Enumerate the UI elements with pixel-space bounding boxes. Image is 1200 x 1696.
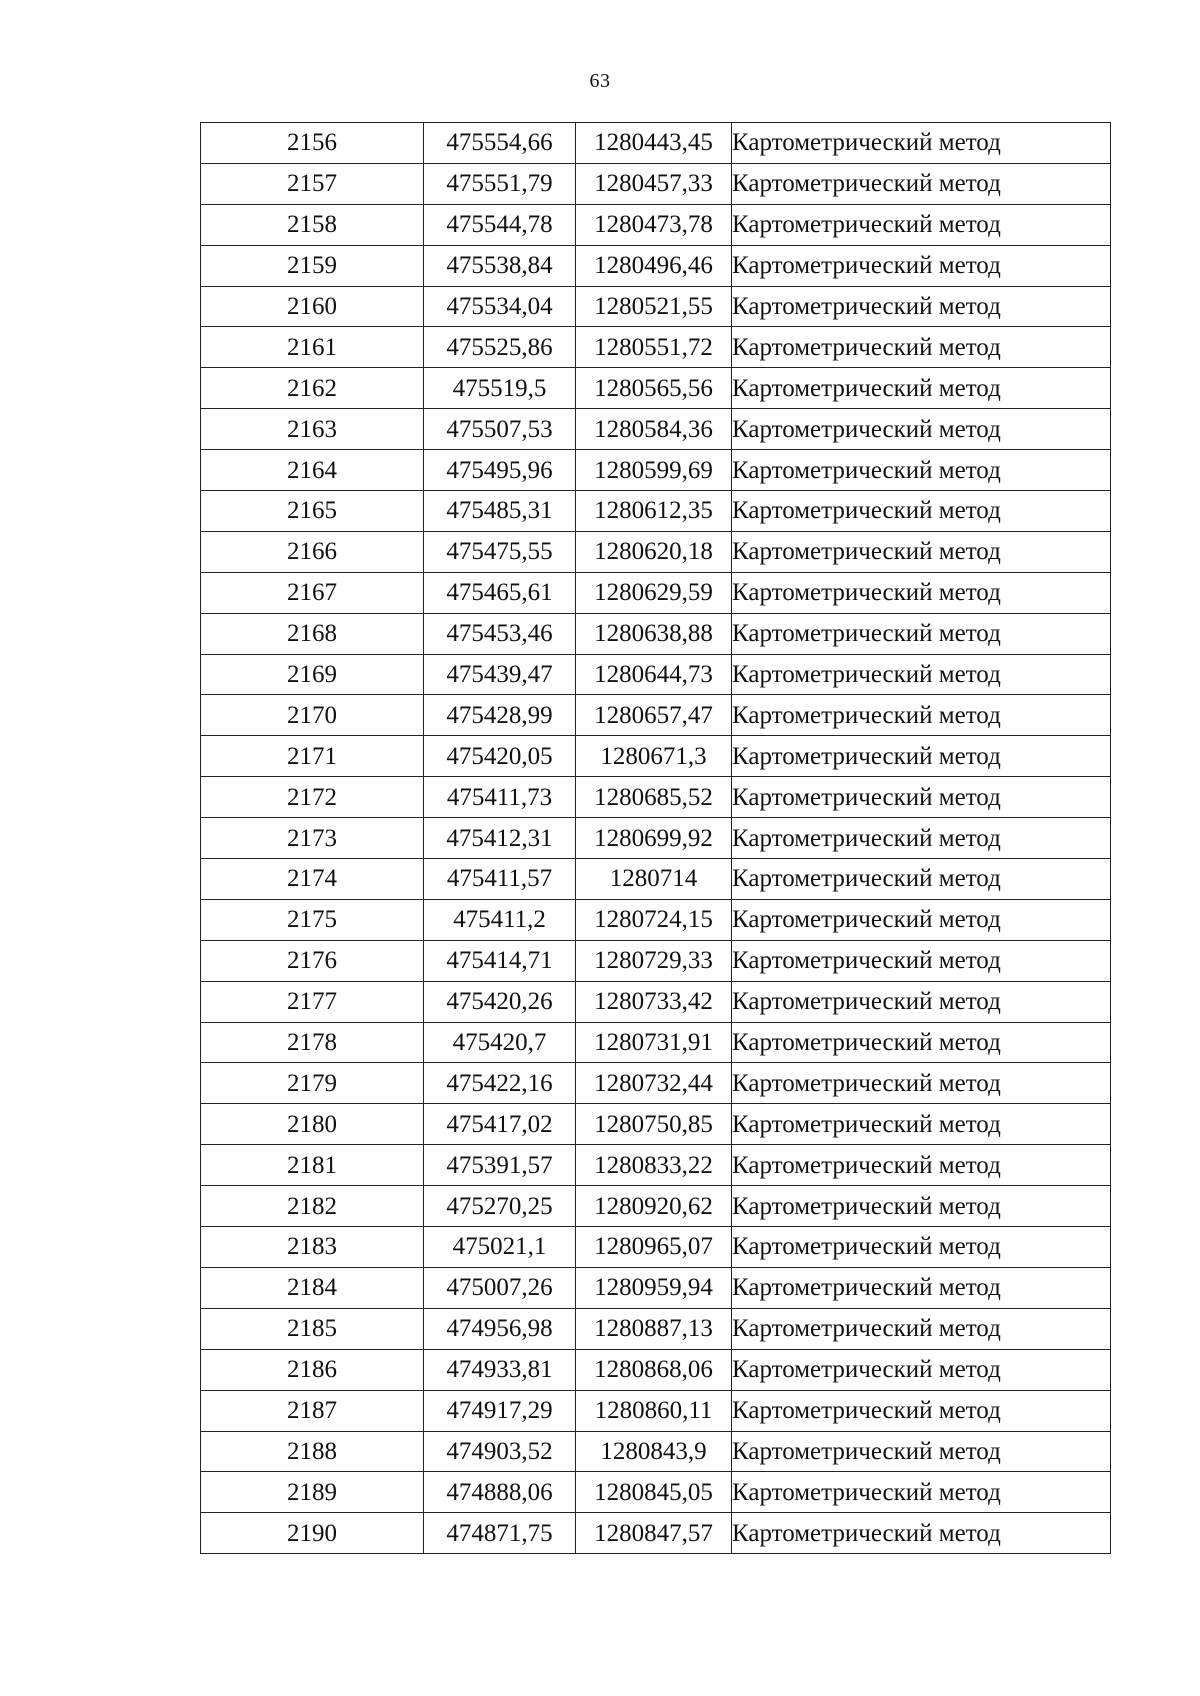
table-row [201, 123, 1111, 164]
y-coordinate-cell: 1280860,11 [576, 1390, 732, 1431]
point-number-cell: 2184 [201, 1267, 424, 1308]
y-coordinate-cell: 1280644,73 [576, 654, 732, 695]
x-coordinate-cell: 475428,99 [424, 695, 576, 736]
table-row [201, 531, 1111, 572]
table-row [201, 736, 1111, 777]
point-number-cell: 2175 [201, 899, 424, 940]
y-coordinate-cell: 1280724,15 [576, 899, 732, 940]
method-cell: Картометрический метод [732, 1227, 1111, 1268]
method-cell: Картометрический метод [732, 409, 1111, 450]
table-row [201, 163, 1111, 204]
point-number-cell: 2171 [201, 736, 424, 777]
x-coordinate-cell: 474956,98 [424, 1308, 576, 1349]
coordinates-table-body [201, 123, 1111, 1554]
method-cell: Картометрический метод [732, 1349, 1111, 1390]
x-coordinate-cell: 474888,06 [424, 1472, 576, 1513]
x-coordinate-cell: 475538,84 [424, 245, 576, 286]
y-coordinate-cell: 1280750,85 [576, 1104, 732, 1145]
y-coordinate-cell: 1280732,44 [576, 1063, 732, 1104]
table-row [201, 818, 1111, 859]
point-number-cell: 2185 [201, 1308, 424, 1349]
x-coordinate-cell: 475453,46 [424, 613, 576, 654]
point-number-cell: 2187 [201, 1390, 424, 1431]
x-coordinate-cell: 475411,2 [424, 899, 576, 940]
method-cell: Картометрический метод [732, 1308, 1111, 1349]
point-number-cell: 2162 [201, 368, 424, 409]
x-coordinate-cell: 475422,16 [424, 1063, 576, 1104]
table-row [201, 654, 1111, 695]
method-cell: Картометрический метод [732, 1104, 1111, 1145]
x-coordinate-cell: 475485,31 [424, 491, 576, 532]
point-number-cell: 2177 [201, 981, 424, 1022]
method-cell: Картометрический метод [732, 1267, 1111, 1308]
table-row [201, 368, 1111, 409]
point-number-cell: 2190 [201, 1513, 424, 1554]
point-number-cell: 2167 [201, 572, 424, 613]
x-coordinate-cell: 475411,57 [424, 859, 576, 900]
point-number-cell: 2161 [201, 327, 424, 368]
page-number: 63 [589, 70, 611, 92]
x-coordinate-cell: 474917,29 [424, 1390, 576, 1431]
table-row [201, 1227, 1111, 1268]
x-coordinate-cell: 475554,66 [424, 123, 576, 164]
point-number-cell: 2189 [201, 1472, 424, 1513]
x-coordinate-cell: 475507,53 [424, 409, 576, 450]
y-coordinate-cell: 1280612,35 [576, 491, 732, 532]
table-row [201, 940, 1111, 981]
table-row [201, 981, 1111, 1022]
point-number-cell: 2164 [201, 450, 424, 491]
table-row [201, 1145, 1111, 1186]
method-cell: Картометрический метод [732, 1390, 1111, 1431]
y-coordinate-cell: 1280629,59 [576, 572, 732, 613]
x-coordinate-cell: 475420,7 [424, 1022, 576, 1063]
x-coordinate-cell: 475439,47 [424, 654, 576, 695]
point-number-cell: 2168 [201, 613, 424, 654]
table-row [201, 1104, 1111, 1145]
y-coordinate-cell: 1280959,94 [576, 1267, 732, 1308]
point-number-cell: 2169 [201, 654, 424, 695]
x-coordinate-cell: 475007,26 [424, 1267, 576, 1308]
x-coordinate-cell: 475391,57 [424, 1145, 576, 1186]
point-number-cell: 2174 [201, 859, 424, 900]
table-row [201, 695, 1111, 736]
table-row [201, 1513, 1111, 1554]
coordinates-table [200, 122, 1111, 1554]
table-row [201, 572, 1111, 613]
method-cell: Картометрический метод [732, 859, 1111, 900]
point-number-cell: 2159 [201, 245, 424, 286]
table-row [201, 1267, 1111, 1308]
x-coordinate-cell: 475525,86 [424, 327, 576, 368]
point-number-cell: 2160 [201, 286, 424, 327]
point-number-cell: 2173 [201, 818, 424, 859]
point-number-cell: 2170 [201, 695, 424, 736]
y-coordinate-cell: 1280551,72 [576, 327, 732, 368]
table-row [201, 1186, 1111, 1227]
point-number-cell: 2179 [201, 1063, 424, 1104]
y-coordinate-cell: 1280887,13 [576, 1308, 732, 1349]
y-coordinate-cell: 1280599,69 [576, 450, 732, 491]
point-number-cell: 2166 [201, 531, 424, 572]
point-number-cell: 2165 [201, 491, 424, 532]
table-row [201, 613, 1111, 654]
x-coordinate-cell: 475551,79 [424, 163, 576, 204]
table-row [201, 899, 1111, 940]
method-cell: Картометрический метод [732, 654, 1111, 695]
y-coordinate-cell: 1280521,55 [576, 286, 732, 327]
method-cell: Картометрический метод [732, 450, 1111, 491]
y-coordinate-cell: 1280496,46 [576, 245, 732, 286]
table-row [201, 1472, 1111, 1513]
method-cell: Картометрический метод [732, 531, 1111, 572]
y-coordinate-cell: 1280657,47 [576, 695, 732, 736]
y-coordinate-cell: 1280965,07 [576, 1227, 732, 1268]
x-coordinate-cell: 475411,73 [424, 777, 576, 818]
y-coordinate-cell: 1280473,78 [576, 204, 732, 245]
table-row [201, 286, 1111, 327]
x-coordinate-cell: 475465,61 [424, 572, 576, 613]
point-number-cell: 2158 [201, 204, 424, 245]
x-coordinate-cell: 475417,02 [424, 1104, 576, 1145]
y-coordinate-cell: 1280457,33 [576, 163, 732, 204]
table-row [201, 204, 1111, 245]
y-coordinate-cell: 1280847,57 [576, 1513, 732, 1554]
method-cell: Картометрический метод [732, 981, 1111, 1022]
y-coordinate-cell: 1280920,62 [576, 1186, 732, 1227]
method-cell: Картометрический метод [732, 695, 1111, 736]
y-coordinate-cell: 1280833,22 [576, 1145, 732, 1186]
method-cell: Картометрический метод [732, 1022, 1111, 1063]
y-coordinate-cell: 1280685,52 [576, 777, 732, 818]
method-cell: Картометрический метод [732, 1472, 1111, 1513]
method-cell: Картометрический метод [732, 572, 1111, 613]
y-coordinate-cell: 1280565,56 [576, 368, 732, 409]
point-number-cell: 2181 [201, 1145, 424, 1186]
method-cell: Картометрический метод [732, 777, 1111, 818]
method-cell: Картометрический метод [732, 1186, 1111, 1227]
point-number-cell: 2172 [201, 777, 424, 818]
table-row [201, 1063, 1111, 1104]
method-cell: Картометрический метод [732, 286, 1111, 327]
table-row [201, 409, 1111, 450]
table-row [201, 491, 1111, 532]
method-cell: Картометрический метод [732, 368, 1111, 409]
y-coordinate-cell: 1280729,33 [576, 940, 732, 981]
x-coordinate-cell: 475420,05 [424, 736, 576, 777]
method-cell: Картометрический метод [732, 163, 1111, 204]
x-coordinate-cell: 475495,96 [424, 450, 576, 491]
table-row [201, 1390, 1111, 1431]
method-cell: Картометрический метод [732, 204, 1111, 245]
y-coordinate-cell: 1280671,3 [576, 736, 732, 777]
x-coordinate-cell: 475519,5 [424, 368, 576, 409]
method-cell: Картометрический метод [732, 491, 1111, 532]
y-coordinate-cell: 1280731,91 [576, 1022, 732, 1063]
method-cell: Картометрический метод [732, 940, 1111, 981]
x-coordinate-cell: 475544,78 [424, 204, 576, 245]
method-cell: Картометрический метод [732, 1145, 1111, 1186]
method-cell: Картометрический метод [732, 899, 1111, 940]
y-coordinate-cell: 1280584,36 [576, 409, 732, 450]
table-row [201, 1349, 1111, 1390]
x-coordinate-cell: 475475,55 [424, 531, 576, 572]
y-coordinate-cell: 1280714 [576, 859, 732, 900]
table-row [201, 1022, 1111, 1063]
point-number-cell: 2188 [201, 1431, 424, 1472]
x-coordinate-cell: 474933,81 [424, 1349, 576, 1390]
table-row [201, 777, 1111, 818]
table-row [201, 1308, 1111, 1349]
point-number-cell: 2180 [201, 1104, 424, 1145]
method-cell: Картометрический метод [732, 245, 1111, 286]
table-row [201, 859, 1111, 900]
x-coordinate-cell: 474903,52 [424, 1431, 576, 1472]
y-coordinate-cell: 1280843,9 [576, 1431, 732, 1472]
method-cell: Картометрический метод [732, 818, 1111, 859]
point-number-cell: 2186 [201, 1349, 424, 1390]
x-coordinate-cell: 475021,1 [424, 1227, 576, 1268]
method-cell: Картометрический метод [732, 1513, 1111, 1554]
method-cell: Картометрический метод [732, 327, 1111, 368]
point-number-cell: 2176 [201, 940, 424, 981]
method-cell: Картометрический метод [732, 1431, 1111, 1472]
method-cell: Картометрический метод [732, 736, 1111, 777]
y-coordinate-cell: 1280868,06 [576, 1349, 732, 1390]
table-row [201, 450, 1111, 491]
y-coordinate-cell: 1280638,88 [576, 613, 732, 654]
method-cell: Картометрический метод [732, 613, 1111, 654]
table-row [201, 327, 1111, 368]
x-coordinate-cell: 475420,26 [424, 981, 576, 1022]
table-row [201, 245, 1111, 286]
x-coordinate-cell: 475534,04 [424, 286, 576, 327]
table-row [201, 1431, 1111, 1472]
x-coordinate-cell: 475414,71 [424, 940, 576, 981]
method-cell: Картометрический метод [732, 123, 1111, 164]
point-number-cell: 2156 [201, 123, 424, 164]
point-number-cell: 2163 [201, 409, 424, 450]
point-number-cell: 2157 [201, 163, 424, 204]
x-coordinate-cell: 475412,31 [424, 818, 576, 859]
method-cell: Картометрический метод [732, 1063, 1111, 1104]
x-coordinate-cell: 475270,25 [424, 1186, 576, 1227]
x-coordinate-cell: 474871,75 [424, 1513, 576, 1554]
y-coordinate-cell: 1280443,45 [576, 123, 732, 164]
y-coordinate-cell: 1280733,42 [576, 981, 732, 1022]
y-coordinate-cell: 1280620,18 [576, 531, 732, 572]
y-coordinate-cell: 1280845,05 [576, 1472, 732, 1513]
point-number-cell: 2182 [201, 1186, 424, 1227]
point-number-cell: 2178 [201, 1022, 424, 1063]
y-coordinate-cell: 1280699,92 [576, 818, 732, 859]
point-number-cell: 2183 [201, 1227, 424, 1268]
